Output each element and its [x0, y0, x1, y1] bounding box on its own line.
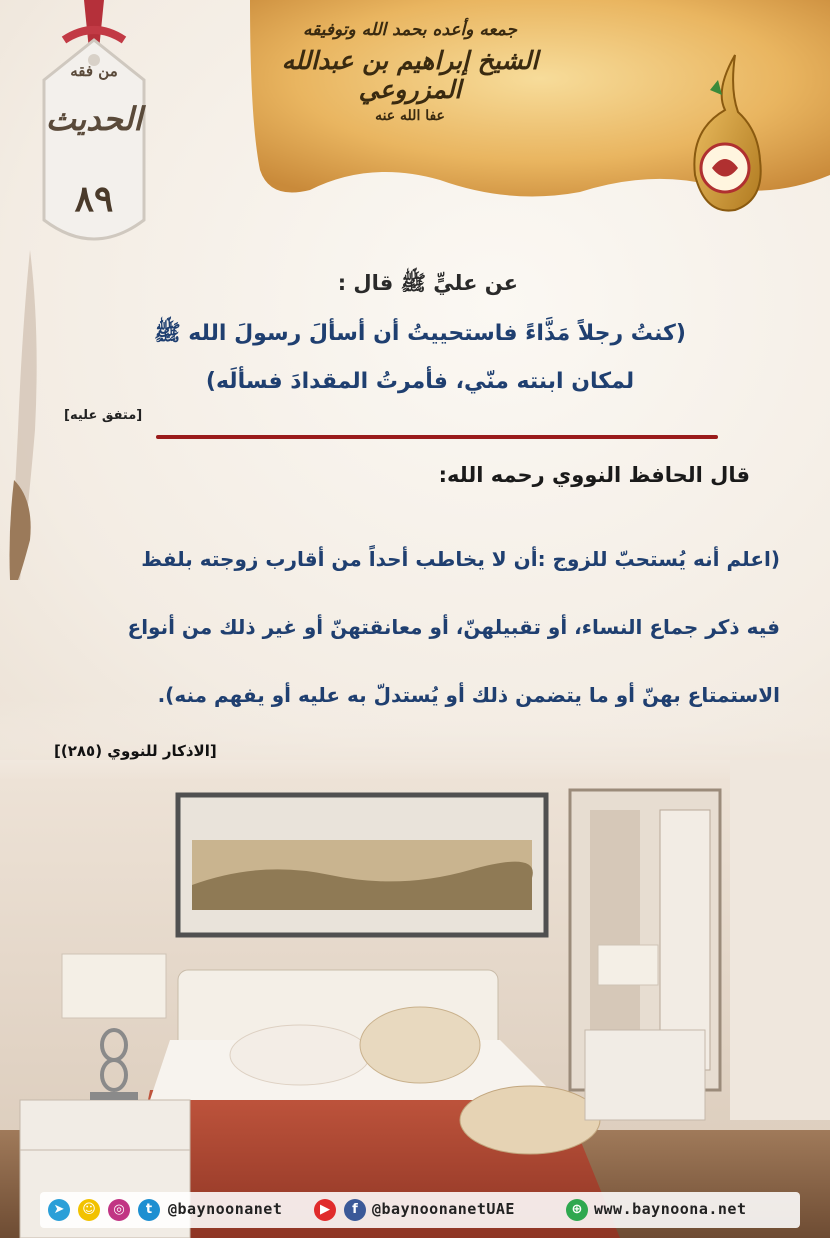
series-tag [24, 0, 164, 260]
youtube-icon[interactable]: ▶ [314, 1199, 336, 1221]
hadith-line-2: لمكان ابنته منّي، فأمرتُ المقدادَ فسألَه) [205, 369, 635, 394]
tag-number: ٨٩ [74, 178, 114, 220]
bedroom-illustration [0, 700, 830, 1238]
commentary-quote [50, 525, 780, 729]
handle-link-1[interactable]: @baynoonanet [168, 1200, 283, 1218]
tag-title: الحديث [45, 100, 143, 138]
instagram-icon[interactable]: ◎ [108, 1199, 130, 1221]
quote-line-3: الاستمتاع بهنّ أو ما يتضمن ذلك أو يُستدلّ به عليه أو يفهم منه). [157, 683, 780, 707]
banner-line-1: جمعه وأعده بحمد الله وتوفيقه [302, 20, 518, 40]
twitter-icon[interactable]: t [138, 1199, 160, 1221]
commentary-heading: قال الحافظ النووي رحمه الله: [438, 463, 750, 487]
divider [156, 435, 718, 439]
globe-icon[interactable]: ⊕ [566, 1199, 588, 1221]
social-footer [40, 1192, 800, 1228]
narrator-intro: عن عليٍّ ﷺ قال : [337, 271, 518, 295]
handle-link-2[interactable]: @baynoonanetUAE [372, 1200, 515, 1218]
baynoona-logo [680, 50, 770, 220]
quote-line-2: فيه ذكر جماع النساء، أو تقبيلهنّ، أو معانقتهنّ أو غير ذلك من أنواع [127, 615, 780, 639]
quote-line-1: (اعلم أنه يُستحبّ للزوج :أن لا يخاطب أحداً من أقارب زوجته بلفظ [141, 547, 780, 571]
tag-top-label: من فقه [70, 62, 118, 80]
snapchat-icon[interactable]: ☺ [78, 1199, 100, 1221]
hadith-source: [متفق عليه] [64, 408, 143, 423]
quill-pen-icon [0, 250, 50, 580]
telegram-icon[interactable]: ➤ [48, 1199, 70, 1221]
facebook-icon[interactable]: f [344, 1199, 366, 1221]
website-link[interactable]: www.baynoona.net [594, 1200, 747, 1218]
commentary-source: [الاذكار للنووي (٢٨٥)] [54, 742, 217, 760]
hadith-line-1: (كنتُ رجلاً مَذَّاءً فاستحييتُ أن أسألَ رسولَ الله ﷺ [154, 321, 686, 346]
author-name: الشيخ إبراهيم بن عبدالله المزروعي [281, 46, 539, 104]
banner-line-3: عفا الله عنه [375, 108, 445, 124]
